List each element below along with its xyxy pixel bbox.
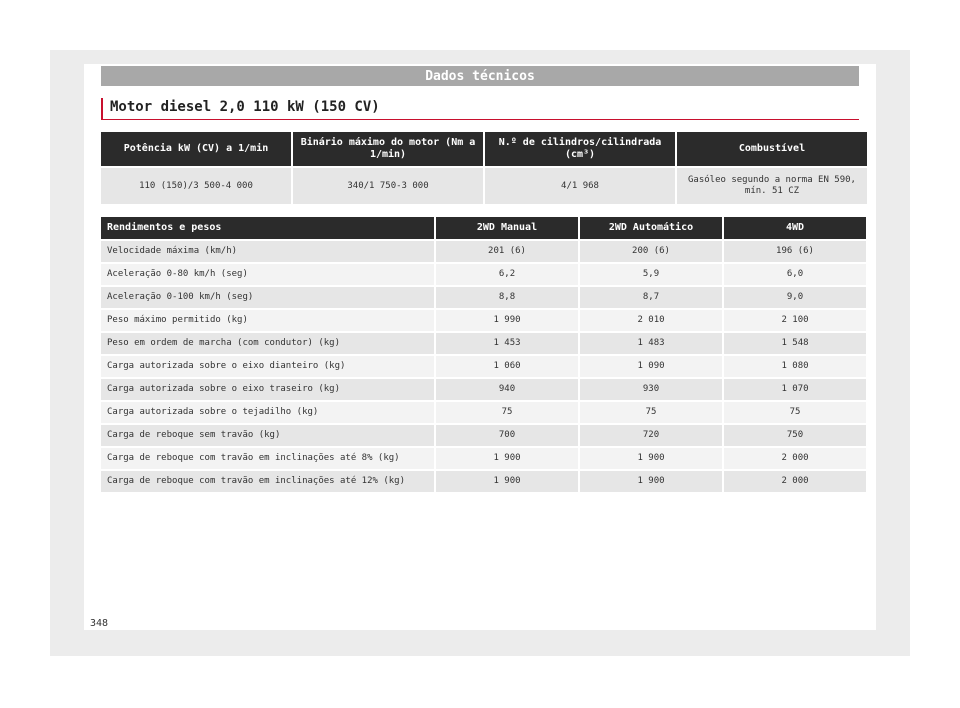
table-cell: 700 <box>436 425 578 446</box>
table-cell: 1 060 <box>436 356 578 377</box>
table-row <box>101 356 866 377</box>
table-cell: 1 900 <box>580 448 722 469</box>
table-cell: 1 548 <box>724 333 866 354</box>
table-row <box>101 402 866 423</box>
table-cell: 8,8 <box>436 287 578 308</box>
row-label: Carga autorizada sobre o eixo traseiro (kg) <box>101 379 434 400</box>
table-cell: 1 483 <box>580 333 722 354</box>
table-cell: 1 090 <box>580 356 722 377</box>
table-cell: 1 070 <box>724 379 866 400</box>
table-cell: 1 453 <box>436 333 578 354</box>
table-row <box>101 168 867 204</box>
table-cell: 340/1 750-3 000 <box>293 168 483 204</box>
chapter-header <box>101 66 859 86</box>
table-cell: 75 <box>436 402 578 423</box>
table-row <box>101 448 866 469</box>
table-cell: 940 <box>436 379 578 400</box>
row-label: Carga autorizada sobre o eixo dianteiro (kg) <box>101 356 434 377</box>
table-row <box>101 379 866 400</box>
column-header: 2WD Manual <box>436 217 578 239</box>
table-cell: 75 <box>724 402 866 423</box>
table-cell: 1 900 <box>436 448 578 469</box>
table-cell: 2 000 <box>724 448 866 469</box>
table-cell: 5,9 <box>580 264 722 285</box>
table-row <box>101 425 866 446</box>
table-cell: 196 (6) <box>724 241 866 262</box>
table-cell: 1 900 <box>580 471 722 492</box>
table-cell: 8,7 <box>580 287 722 308</box>
table-cell: 1 900 <box>436 471 578 492</box>
row-label: Carga autorizada sobre o tejadilho (kg) <box>101 402 434 423</box>
page-number: 348 <box>90 618 109 629</box>
table-cell: Gasóleo segundo a norma EN 590, mín. 51 CZ <box>677 168 867 204</box>
column-header: N.º de cilindros/cilindrada (cm³) <box>485 132 675 166</box>
table-cell: 2 010 <box>580 310 722 331</box>
table-cell: 9,0 <box>724 287 866 308</box>
engine-specs-table <box>99 130 869 206</box>
table-cell: 2 000 <box>724 471 866 492</box>
column-header: 2WD Automático <box>580 217 722 239</box>
row-label: Peso em ordem de marcha (com condutor) (kg) <box>101 333 434 354</box>
table-cell: 75 <box>580 402 722 423</box>
performance-table-body <box>101 241 866 492</box>
column-header: Combustível <box>677 132 867 166</box>
table-cell: 6,0 <box>724 264 866 285</box>
column-header: 4WD <box>724 217 866 239</box>
table-cell: 720 <box>580 425 722 446</box>
performance-weights-table <box>99 215 868 494</box>
table-row <box>101 241 866 262</box>
section-title: Motor diesel 2,0 110 kW (150 CV) <box>101 98 859 120</box>
row-label: Aceleração 0-100 km/h (seg) <box>101 287 434 308</box>
table-cell: 1 990 <box>436 310 578 331</box>
row-label: Carga de reboque sem travão (kg) <box>101 425 434 446</box>
column-header: Rendimentos e pesos <box>101 217 434 239</box>
table-cell: 110 (150)/3 500-4 000 <box>101 168 291 204</box>
row-label: Peso máximo permitido (kg) <box>101 310 434 331</box>
table-cell: 200 (6) <box>580 241 722 262</box>
table-row <box>101 333 866 354</box>
table-cell: 201 (6) <box>436 241 578 262</box>
table-row <box>101 310 866 331</box>
row-label: Aceleração 0-80 km/h (seg) <box>101 264 434 285</box>
column-header: Potência kW (CV) a 1/min <box>101 132 291 166</box>
column-header: Binário máximo do motor (Nm a 1/min) <box>293 132 483 166</box>
row-label: Carga de reboque com travão em inclinações até 8% (kg) <box>101 448 434 469</box>
table-row <box>101 264 866 285</box>
chapter-title: Dados técnicos <box>425 68 535 84</box>
table-cell: 2 100 <box>724 310 866 331</box>
table-cell: 750 <box>724 425 866 446</box>
table-cell: 4/1 968 <box>485 168 675 204</box>
row-label: Carga de reboque com travão em inclinações até 12% (kg) <box>101 471 434 492</box>
table-cell: 6,2 <box>436 264 578 285</box>
table-cell: 930 <box>580 379 722 400</box>
table-cell: 1 080 <box>724 356 866 377</box>
row-label: Velocidade máxima (km/h) <box>101 241 434 262</box>
table-row <box>101 287 866 308</box>
table-row <box>101 471 866 492</box>
